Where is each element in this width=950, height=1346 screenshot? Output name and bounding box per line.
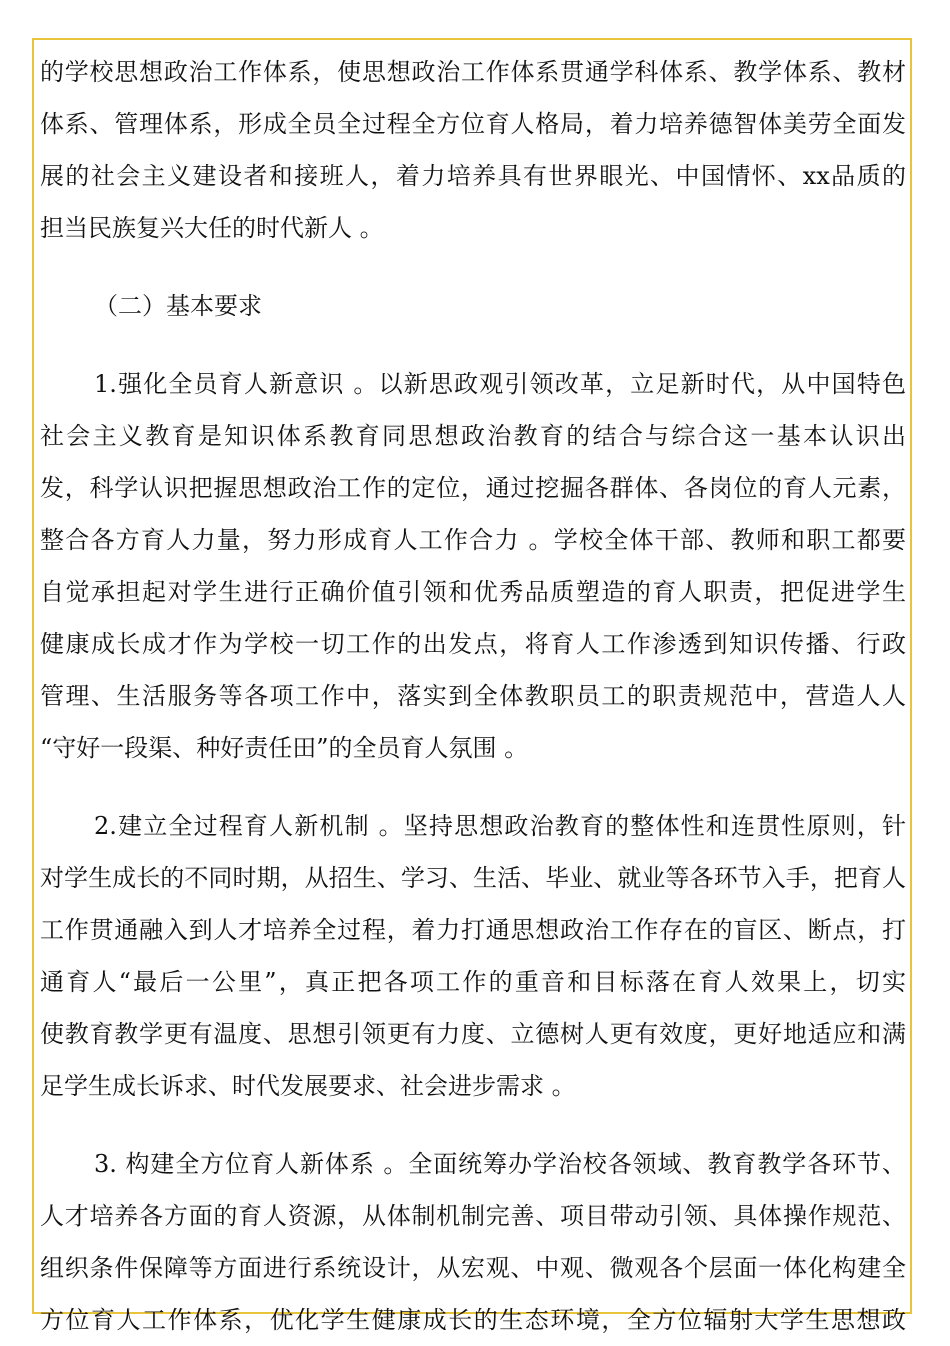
paragraph-requirement-2 bbox=[40, 800, 906, 1112]
text-line: 发，科学认识把握思想政治工作的定位，通过挖掘各群体、各岗位的育人元素， bbox=[40, 474, 906, 502]
text-line: 2.建立全过程育人新机制 。坚持思想政治教育的整体性和连贯性原则，针 bbox=[94, 812, 906, 840]
text-line: 自觉承担起对学生进行正确价值引领和优秀品质塑造的育人职责，把促进学生 bbox=[40, 578, 906, 606]
text-line: 健康成长成才作为学校一切工作的出发点，将育人工作渗透到知识传播、行政 bbox=[40, 630, 906, 658]
paragraph-intro bbox=[40, 46, 906, 254]
text-line: 的学校思想政治工作体系，使思想政治工作体系贯通学科体系、教学体系、教材 bbox=[40, 58, 906, 86]
text-line: 人才培养各方面的育人资源，从体制机制完善、项目带动引领、具体操作规范、 bbox=[40, 1202, 906, 1230]
document-body bbox=[40, 46, 906, 1346]
paragraph-requirement-3 bbox=[40, 1138, 906, 1346]
text-line: 整合各方育人力量，努力形成育人工作合力 。学校全体干部、教师和职工都要 bbox=[40, 526, 906, 554]
text-line: “守好一段渠、种好责任田”的全员育人氛围 。 bbox=[40, 734, 529, 762]
text-line: 足学生成长诉求、时代发展要求、社会进步需求 。 bbox=[40, 1072, 576, 1100]
text-line: 担当民族复兴大任的时代新人 。 bbox=[40, 214, 384, 242]
text-line: 使教育教学更有温度、思想引领更有力度、立德树人更有效度，更好地适应和满 bbox=[40, 1020, 906, 1048]
paragraph-requirement-1 bbox=[40, 358, 906, 774]
text-line: 通育人“最后一公里”，真正把各项工作的重音和目标落在育人效果上，切实 bbox=[40, 968, 906, 996]
text-line: 体系、管理体系，形成全员全过程全方位育人格局，着力培养德智体美劳全面发 bbox=[40, 110, 906, 138]
text-line: 展的社会主义建设者和接班人，着力培养具有世界眼光、中国情怀、xx品质的 bbox=[40, 162, 906, 190]
text-line: 方位育人工作体系，优化学生健康成长的生态环境，全方位辐射大学生思想政 bbox=[40, 1306, 906, 1334]
text-line: 对学生成长的不同时期，从招生、学习、生活、毕业、就业等各环节入手，把育人 bbox=[40, 864, 906, 892]
section-heading bbox=[40, 280, 906, 332]
text-line: 3. 构建全方位育人新体系 。全面统筹办学治校各领域、教育教学各环节、 bbox=[94, 1150, 906, 1178]
text-line: 工作贯通融入到人才培养全过程，着力打通思想政治工作存在的盲区、断点，打 bbox=[40, 916, 906, 944]
text-line: 组织条件保障等方面进行系统设计，从宏观、中观、微观各个层面一体化构建全 bbox=[40, 1254, 906, 1282]
text-line: 管理、生活服务等各项工作中，落实到全体教职员工的职责规范中，营造人人 bbox=[40, 682, 906, 710]
text-line: 1.强化全员育人新意识 。以新思政观引领改革，立足新时代，从中国特色 bbox=[94, 370, 906, 398]
text-line: 社会主义教育是知识体系教育同思想政治教育的结合与综合这一基本认识出 bbox=[40, 422, 906, 450]
heading-text: （二）基本要求 bbox=[94, 292, 262, 320]
